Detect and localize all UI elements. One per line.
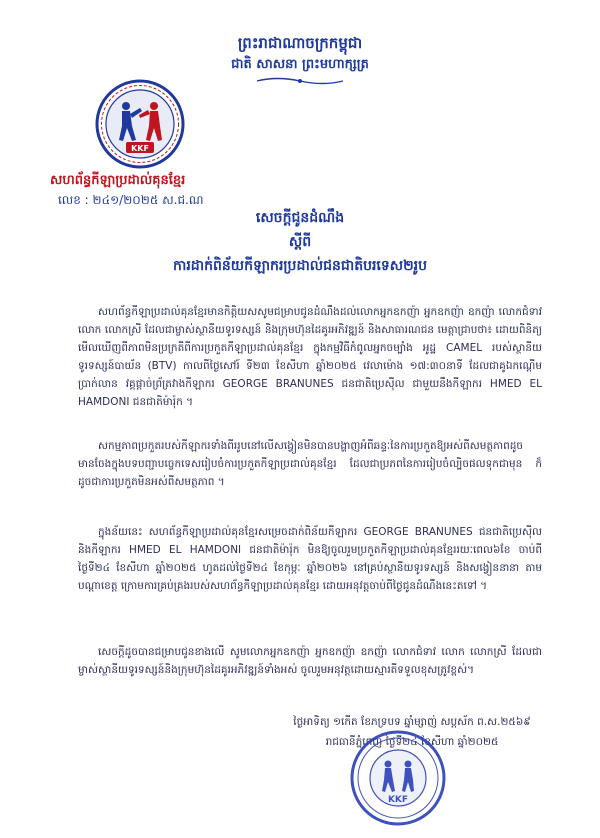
seal-acronym: KKF — [387, 795, 409, 805]
paragraph-2: សកម្មភាពប្រកួតរបស់កីឡាករទាំងពីររូបនៅលើសង្វៀនមិនបានបង្ហាញអំពីឆន្ទៈនៃការប្រកួតឱ្យអស់ពីសមត្ថភាពដូចមានចែងក្នុងបទបញ្ជាបច្ចេកទេសរៀបចំការប្រកួតកីឡាប្រដាល់គុនខ្មែរ ដែលជាប្រភពនៃការរៀបចំល្បិចផលទុកជាមុន ក៏ដូចជាការប្រកួតមិនអស់ពីសមត្ថភាព ។ — [78, 439, 542, 488]
notice-regarding: ស្ដីពី — [288, 234, 312, 250]
ornament-divider-icon — [255, 76, 345, 86]
reference-number: លេខ : ២៤១/២០២៥ ស.ជ.ណ — [58, 193, 204, 207]
federation-logo — [92, 78, 188, 170]
lunar-date: ថ្ងៃអាទិត្យ ១កើត ខែភទ្របទ ឆ្នាំម្សាញ់ សប្តស័ក ព.ស.២៥៦៩ — [293, 716, 531, 728]
logo-acronym: KKF — [131, 144, 149, 153]
paragraph-4: សេចក្ដីដូចបានជម្រាបជូនខាងលើ សូមលោកអ្នកឧកញ៉ា អ្នកឧកញ៉ា ឧកញ៉ា លោកជំទាវ លោក លោកស្រី ដែលជាម្ចាស់ស្ថានីយទូរទស្សន៍និងក្រុមហ៊ុនដៃគូរអភិវឌ្ឍន៍ទាំងអស់ ចូលរួមអនុវត្តដោយស្មារតីទទួលខុសត្រូវខ្ពស់។ — [78, 645, 542, 676]
national-motto: ជាតិ សាសនា ព្រះមហាក្សត្រ — [231, 57, 369, 72]
official-seal-icon — [348, 728, 448, 828]
kingdom-heading: ព្រះរាជាណាចក្រកម្ពុជា — [237, 34, 363, 52]
solar-date: រាជធានីភ្នំពេញ ថ្ងៃទី២៤ ខែសីហា ឆ្នាំ២០២៥ — [325, 736, 499, 748]
notice-title: សេចក្ដីជូនដំណឹង — [255, 210, 345, 226]
paragraph-1: សហព័ន្ធកីឡាប្រដាល់គុនខ្មែរមានកិត្តិយសសូមជម្រាបជូនដំណឹងដល់លោកអ្នកឧកញ៉ា អ្នកឧកញ៉ា ឧកញ៉ា លោកជំទាវ លោក លោកស្រី ដែលជាម្ចាស់ស្ថានីយទូរទស្សន៍ និងក្រុមហ៊ុនដៃគូរអភិវឌ្ឍន៍ និងសាធារណជន មេត្តាជ្រាបថា៖ ដោយពិនិត្យមើលឃើញពីភាពមិនប្រក្រតីពីការប្រកួតកីឡាប្រដាល់គុនខ្មែរ ក្នុងកម្មវិធីកំពូលអ្នកចម្បាំង អូដ្ឋ CAMEL របស់ស្ថានីយទូរទស្សន៍បាយ័ន (BTV) កាលពីថ្ងៃសៅរ៍ ទី២៣ ខែសីហា ឆ្នាំ២០២៥ វេលាម៉ោង ១៧:៣០នាទី ដែលជាគូឯកណ្តើមប្រាក់លាន វគ្គផ្ដាច់ព្រ័ត្រវាងកីឡាករ GEORGE BRANUNES ជនជាតិប្រេស៊ីល ជាមួយនឹងកីឡាករ HMED EL HAMDONI ជនជាតិម៉ារ៉ុក ។ — [78, 305, 542, 408]
paragraph-3: ក្នុងន័យនេះ សហព័ន្ធកីឡាប្រដាល់គុនខ្មែរសម្រេចដាក់ពិន័យកីឡាករ GEORGE BRANUNES ជនជាតិប្រេស៊ីល និងកីឡាករ HMED EL HAMDONI ជនជាតិម៉ារ៉ុក មិនឱ្យចូលរួមប្រកួតកីឡាប្រដាល់គុនខ្មែររយៈពេល៦ខែ ចាប់ពីថ្ងៃទី២៤ ខែសីហា ឆ្នាំ២០២៥ ហូតដល់ថ្ងៃទី២៤ ខែកុម្ភៈ ឆ្នាំ២០២៦ នៅគ្រប់ស្ថានីយទូរទស្សន៍ និងសង្វៀននានា តាមបណ្តាខេត្ត ក្រោមការគ្រប់គ្រងរបស់សហព័ន្ធកីឡាប្រដាល់គុនខ្មែរ ដោយអនុវត្តចាប់ពីថ្ងៃជូនដំណឹងនេះតទៅ ។ — [78, 525, 542, 592]
federation-name: សហព័ន្ធកីឡាប្រដាល់គុនខ្មែរ — [50, 173, 186, 188]
notice-subject: ការដាក់ពិន័យកីឡាករប្រដាល់ជនជាតិបរទេស២រូប — [172, 258, 428, 274]
